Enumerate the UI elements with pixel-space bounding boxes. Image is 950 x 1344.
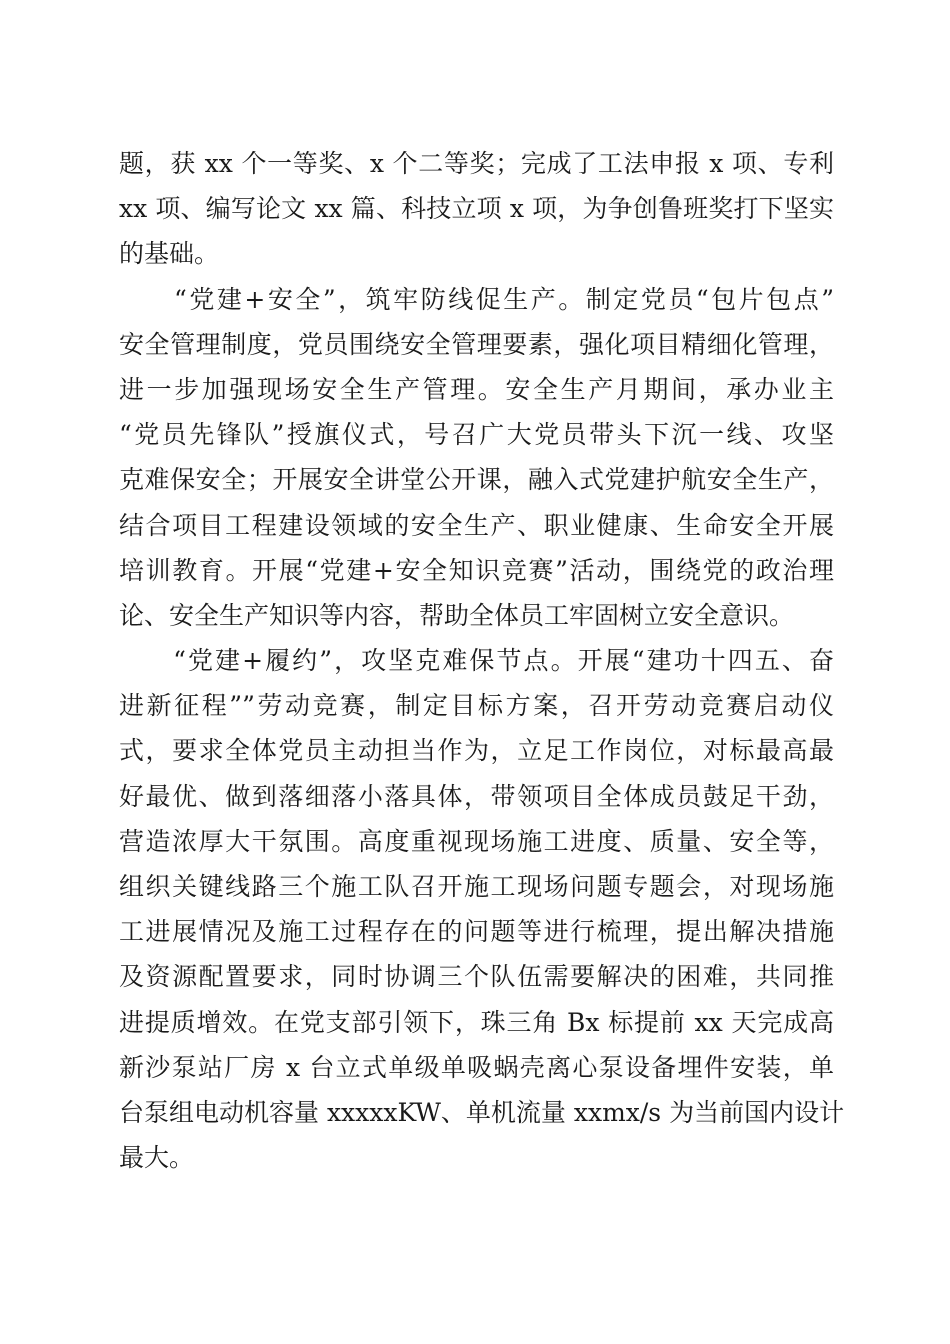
text-line: 台泵组电动机容量 xxxxxKW、单机流量 xxmx/s 为当前国内设计 (119, 1097, 845, 1127)
text-line: 进新征程””劳动竞赛，制定目标方案，召开劳动竞赛启动仪 (119, 691, 834, 721)
text-line: 论、安全生产知识等内容，帮助全体员工牢固树立安全意识。 (119, 600, 795, 630)
text-line: 式，要求全体党员主动担当作为，立足工作岗位，对标最高最 (119, 736, 834, 766)
text-line: 的基础。 (119, 239, 220, 269)
text-line: 营造浓厚大干氛围。高度重视现场施工进度、质量、安全等， (119, 826, 834, 856)
document-body (119, 141, 845, 1180)
text-line: 培训教育。开展“党建+安全知识竞赛”活动，围绕党的政治理 (119, 555, 834, 585)
paragraph-awards (119, 141, 834, 277)
text-line: “党建+安全”，筑牢防线促生产。制定党员“包片包点” (119, 284, 834, 314)
text-line: 克难保安全；开展安全讲堂公开课，融入式党建护航安全生产， (119, 465, 834, 495)
text-line: 新沙泵站厂房 x 台立式单级单吸蜗壳离心泵设备埋件安装，单 (119, 1052, 834, 1082)
paragraph-party-safety (119, 277, 834, 639)
text-line: 进一步加强现场安全生产管理。安全生产月期间，承办业主 (119, 374, 834, 404)
text-line: xx 项、编写论文 xx 篇、科技立项 x 项，为争创鲁班奖打下坚实 (119, 194, 834, 224)
text-line: 最大。 (119, 1143, 195, 1173)
text-line: “党员先锋队”授旗仪式，号召广大党员带头下沉一线、攻坚 (119, 420, 834, 450)
text-line: “党建+履约”，攻坚克难保节点。开展“建功十四五、奋 (119, 646, 834, 676)
text-line: 工进展情况及施工过程存在的问题等进行梳理，提出解决措施 (119, 917, 834, 947)
text-line: 及资源配置要求，同时协调三个队伍需要解决的困难，共同推 (119, 962, 834, 992)
text-line: 进提质增效。在党支部引领下，珠三角 Bx 标提前 xx 天完成高 (119, 1007, 834, 1037)
text-line: 安全管理制度，党员围绕安全管理要素，强化项目精细化管理， (119, 329, 834, 359)
text-line: 组织关键线路三个施工队召开施工现场问题专题会，对现场施 (119, 872, 834, 901)
text-line: 好最优、做到落细落小落具体，带领项目全体成员鼓足干劲， (119, 781, 834, 811)
paragraph-party-contract (119, 638, 845, 1180)
text-line: 题，获 xx 个一等奖、x 个二等奖；完成了工法申报 x 项、专利 (119, 149, 834, 178)
text-line: 结合项目工程建设领域的安全生产、职业健康、生命安全开展 (119, 510, 834, 540)
